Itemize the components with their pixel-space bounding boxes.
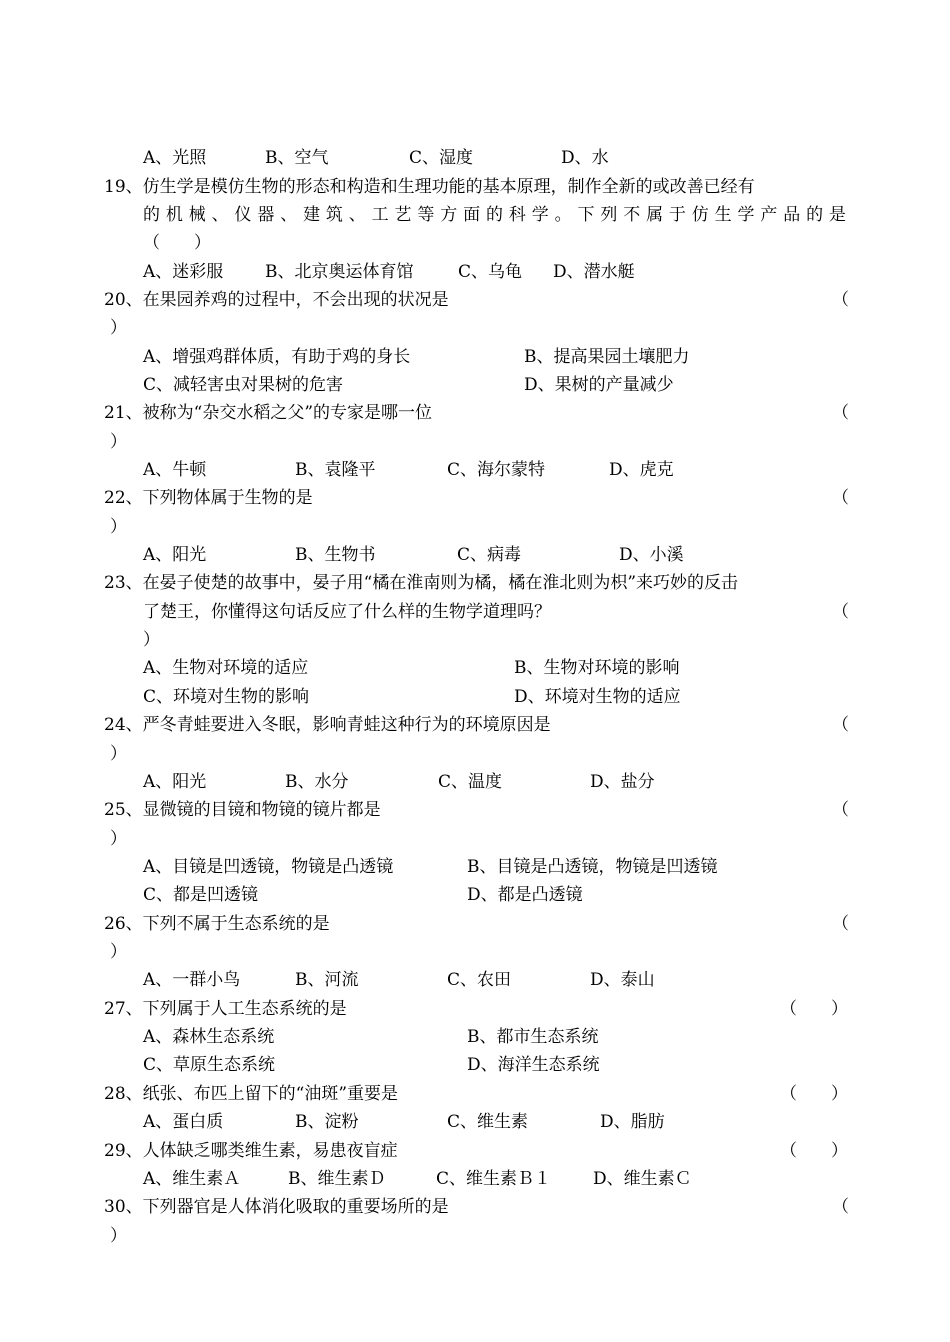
q25-option-a: A、目镜是凹透镜，物镜是凸透镜 bbox=[143, 857, 394, 877]
q21-option-c: C、海尔蒙特 bbox=[447, 460, 546, 480]
q28-option-d: D、脂肪 bbox=[600, 1112, 665, 1132]
q29-option-c: C、维生素Ｂ１ bbox=[436, 1169, 552, 1189]
q23-option-b: B、生物对环境的影响 bbox=[514, 658, 680, 678]
q26-option-d: D、泰山 bbox=[590, 970, 655, 990]
q22-paren-close: ） bbox=[110, 517, 127, 537]
q26-option-c: C、农田 bbox=[447, 970, 512, 990]
q21-question: 21、被称为“杂交水稻之父”的专家是哪一位 bbox=[104, 403, 433, 423]
q30-paren-open: （ bbox=[832, 1197, 849, 1217]
q29-option-a: A、维生素Ａ bbox=[143, 1169, 241, 1189]
q22-paren-open: （ bbox=[832, 488, 849, 508]
q23-paren-open: （ bbox=[832, 602, 849, 622]
q18-option-c: C、湿度 bbox=[409, 148, 474, 168]
q20-question: 20、在果园养鸡的过程中，不会出现的状况是 bbox=[104, 290, 449, 310]
q25-option-d: D、都是凸透镜 bbox=[467, 885, 583, 905]
q19-option-b: B、北京奥运体育馆 bbox=[265, 262, 414, 282]
q20-option-c: C、减轻害虫对果树的危害 bbox=[143, 375, 344, 395]
q20-paren-close: ） bbox=[110, 318, 127, 338]
q24-option-d: D、盐分 bbox=[590, 772, 655, 792]
q24-question: 24、严冬青蛙要进入冬眠，影响青蛙这种行为的环境原因是 bbox=[104, 715, 551, 735]
q27-question: 27、下列属于人工生态系统的是 bbox=[104, 999, 347, 1019]
q28-answer-paren: （ ） bbox=[780, 1084, 848, 1104]
q29-answer-paren: （ ） bbox=[780, 1141, 848, 1161]
q20-option-d: D、果树的产量减少 bbox=[524, 375, 674, 395]
q21-paren-open: （ bbox=[832, 403, 849, 423]
q28-option-a: A、蛋白质 bbox=[143, 1112, 224, 1132]
q25-question: 25、显微镜的目镜和物镜的镜片都是 bbox=[104, 800, 381, 820]
q23-option-c: C、环境对生物的影响 bbox=[143, 687, 310, 707]
q26-paren-close: ） bbox=[110, 942, 127, 962]
q19-option-a: A、迷彩服 bbox=[143, 262, 224, 282]
q25-option-b: B、目镜是凸透镜，物镜是凹透镜 bbox=[467, 857, 718, 877]
q19-option-c: C、乌龟 bbox=[458, 262, 523, 282]
q29-option-b: B、维生素Ｄ bbox=[288, 1169, 386, 1189]
q21-option-a: A、牛顿 bbox=[143, 460, 207, 480]
q27-option-b: B、都市生态系统 bbox=[467, 1027, 599, 1047]
q27-option-d: D、海洋生态系统 bbox=[467, 1055, 600, 1075]
q26-option-a: A、一群小鸟 bbox=[143, 970, 241, 990]
q22-option-d: D、小溪 bbox=[619, 545, 684, 565]
q24-paren-open: （ bbox=[832, 715, 849, 735]
q22-option-a: A、阳光 bbox=[143, 545, 207, 565]
q28-option-b: B、淀粉 bbox=[295, 1112, 359, 1132]
q24-option-c: C、温度 bbox=[438, 772, 503, 792]
q30-question: 30、下列器官是人体消化吸取的重要场所的是 bbox=[104, 1197, 449, 1217]
q27-option-a: A、森林生态系统 bbox=[143, 1027, 275, 1047]
q22-option-b: B、生物书 bbox=[295, 545, 376, 565]
q23-question-line1: 23、在晏子使楚的故事中，晏子用“橘在淮南则为橘，橘在淮北则为枳”来巧妙的反击 bbox=[104, 573, 739, 593]
q24-option-b: B、水分 bbox=[285, 772, 349, 792]
q19-question-line1: 19、仿生学是模仿生物的形态和构造和生理功能的基本原理，制作全新的或改善已经有 bbox=[104, 177, 755, 197]
q18-option-d: D、水 bbox=[561, 148, 609, 168]
q27-answer-paren: （ ） bbox=[780, 999, 848, 1019]
q21-option-b: B、袁隆平 bbox=[295, 460, 376, 480]
q24-option-a: A、阳光 bbox=[143, 772, 207, 792]
q25-paren-open: （ bbox=[832, 800, 849, 820]
q18-option-b: B、空气 bbox=[265, 148, 329, 168]
q26-option-b: B、河流 bbox=[295, 970, 359, 990]
q27-option-c: C、草原生态系统 bbox=[143, 1055, 276, 1075]
q22-option-c: C、病毒 bbox=[457, 545, 522, 565]
q29-option-d: D、维生素Ｃ bbox=[593, 1169, 692, 1189]
q26-question: 26、下列不属于生态系统的是 bbox=[104, 914, 330, 934]
q24-paren-close: ） bbox=[110, 744, 127, 764]
q22-question: 22、下列物体属于生物的是 bbox=[104, 488, 313, 508]
q23-option-d: D、环境对生物的适应 bbox=[514, 687, 681, 707]
q20-option-b: B、提高果园土壤肥力 bbox=[524, 347, 690, 367]
q19-question-line2: 的机械、仪器、建筑、工艺等方面的科学。下列不属于仿生学产品的是 bbox=[143, 205, 846, 225]
q28-option-c: C、维生素 bbox=[447, 1112, 529, 1132]
q19-answer-paren: （ ） bbox=[143, 233, 211, 253]
q20-option-a: A、增强鸡群体质，有助于鸡的身长 bbox=[143, 347, 411, 367]
q29-question: 29、人体缺乏哪类维生素，易患夜盲症 bbox=[104, 1141, 398, 1161]
q23-paren-close: ） bbox=[143, 630, 160, 650]
q18-option-a: A、光照 bbox=[143, 148, 207, 168]
q23-option-a: A、生物对环境的适应 bbox=[143, 658, 309, 678]
q23-question-line2: 了楚王，你懂得这句话反应了什么样的生物学道理吗？ bbox=[143, 602, 551, 622]
q30-paren-close: ） bbox=[110, 1226, 127, 1246]
q19-option-d: D、潜水艇 bbox=[553, 262, 635, 282]
q21-option-d: D、虎克 bbox=[609, 460, 674, 480]
q25-paren-close: ） bbox=[110, 829, 127, 849]
q25-option-c: C、都是凹透镜 bbox=[143, 885, 259, 905]
q20-paren-open: （ bbox=[832, 290, 849, 310]
q28-question: 28、纸张、布匹上留下的“油斑”重要是 bbox=[104, 1084, 399, 1104]
q26-paren-open: （ bbox=[832, 914, 849, 934]
q21-paren-close: ） bbox=[110, 432, 127, 452]
